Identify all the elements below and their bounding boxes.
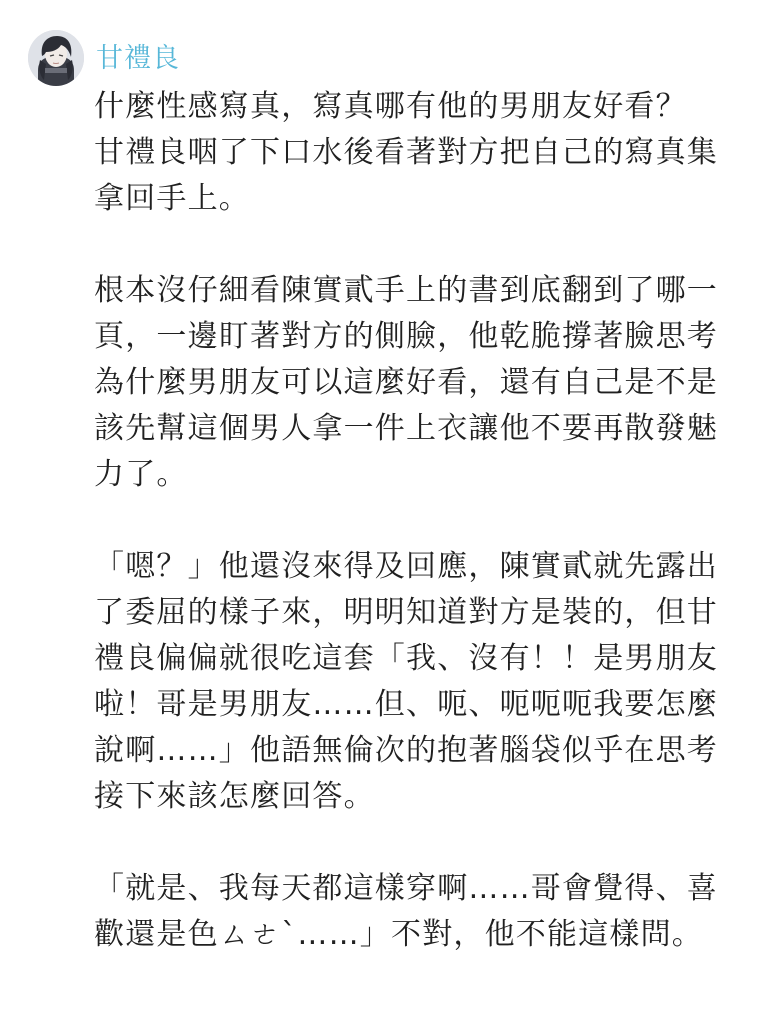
text-line: 接下來該怎麼回答。 <box>94 779 375 814</box>
text-line: 力了。 <box>94 457 188 492</box>
post-content <box>94 84 754 958</box>
paragraph-2 <box>94 268 754 498</box>
text-line: 什麼性感寫真，寫真哪有他的男朋友好看？ <box>94 89 687 124</box>
text-line: 甘禮良咽了下口水後看著對方把自己的寫真集 <box>94 135 718 170</box>
paragraph-1 <box>94 84 754 222</box>
text-line: 禮良偏偏就很吃這套「我、沒有！！是男朋友 <box>94 641 718 676</box>
text-line: 為什麼男朋友可以這麼好看，還有自己是不是 <box>94 365 718 400</box>
text-line: 拿回手上。 <box>94 181 250 216</box>
text-line: 說啊……」他語無倫次的抱著腦袋似乎在思考 <box>94 733 718 768</box>
author-name[interactable]: 甘禮良 <box>96 42 180 74</box>
text-line: 「嗯？」他還沒來得及回應，陳實貳就先露出 <box>94 549 718 584</box>
text-line: 該先幫這個男人拿一件上衣讓他不要再散發魅 <box>94 411 718 446</box>
text-line: 「就是、我每天都這樣穿啊……哥會覺得、喜 <box>94 871 718 906</box>
text-line: 頁，一邊盯著對方的側臉，他乾脆撐著臉思考 <box>94 319 718 354</box>
avatar[interactable] <box>28 30 84 86</box>
paragraph-3 <box>94 544 754 820</box>
paragraph-4 <box>94 866 754 958</box>
text-line: 歡還是色ㄙㄜˋ……」不對，他不能這樣問。 <box>94 917 703 952</box>
avatar-icon <box>28 30 84 86</box>
text-line: 了委屈的樣子來，明明知道對方是裝的，但甘 <box>94 595 718 630</box>
text-line: 啦！哥是男朋友……但、呃、呃呃呃我要怎麼 <box>94 687 718 722</box>
author-row <box>28 28 180 88</box>
text-line: 根本沒仔細看陳實貳手上的書到底翻到了哪一 <box>94 273 718 308</box>
